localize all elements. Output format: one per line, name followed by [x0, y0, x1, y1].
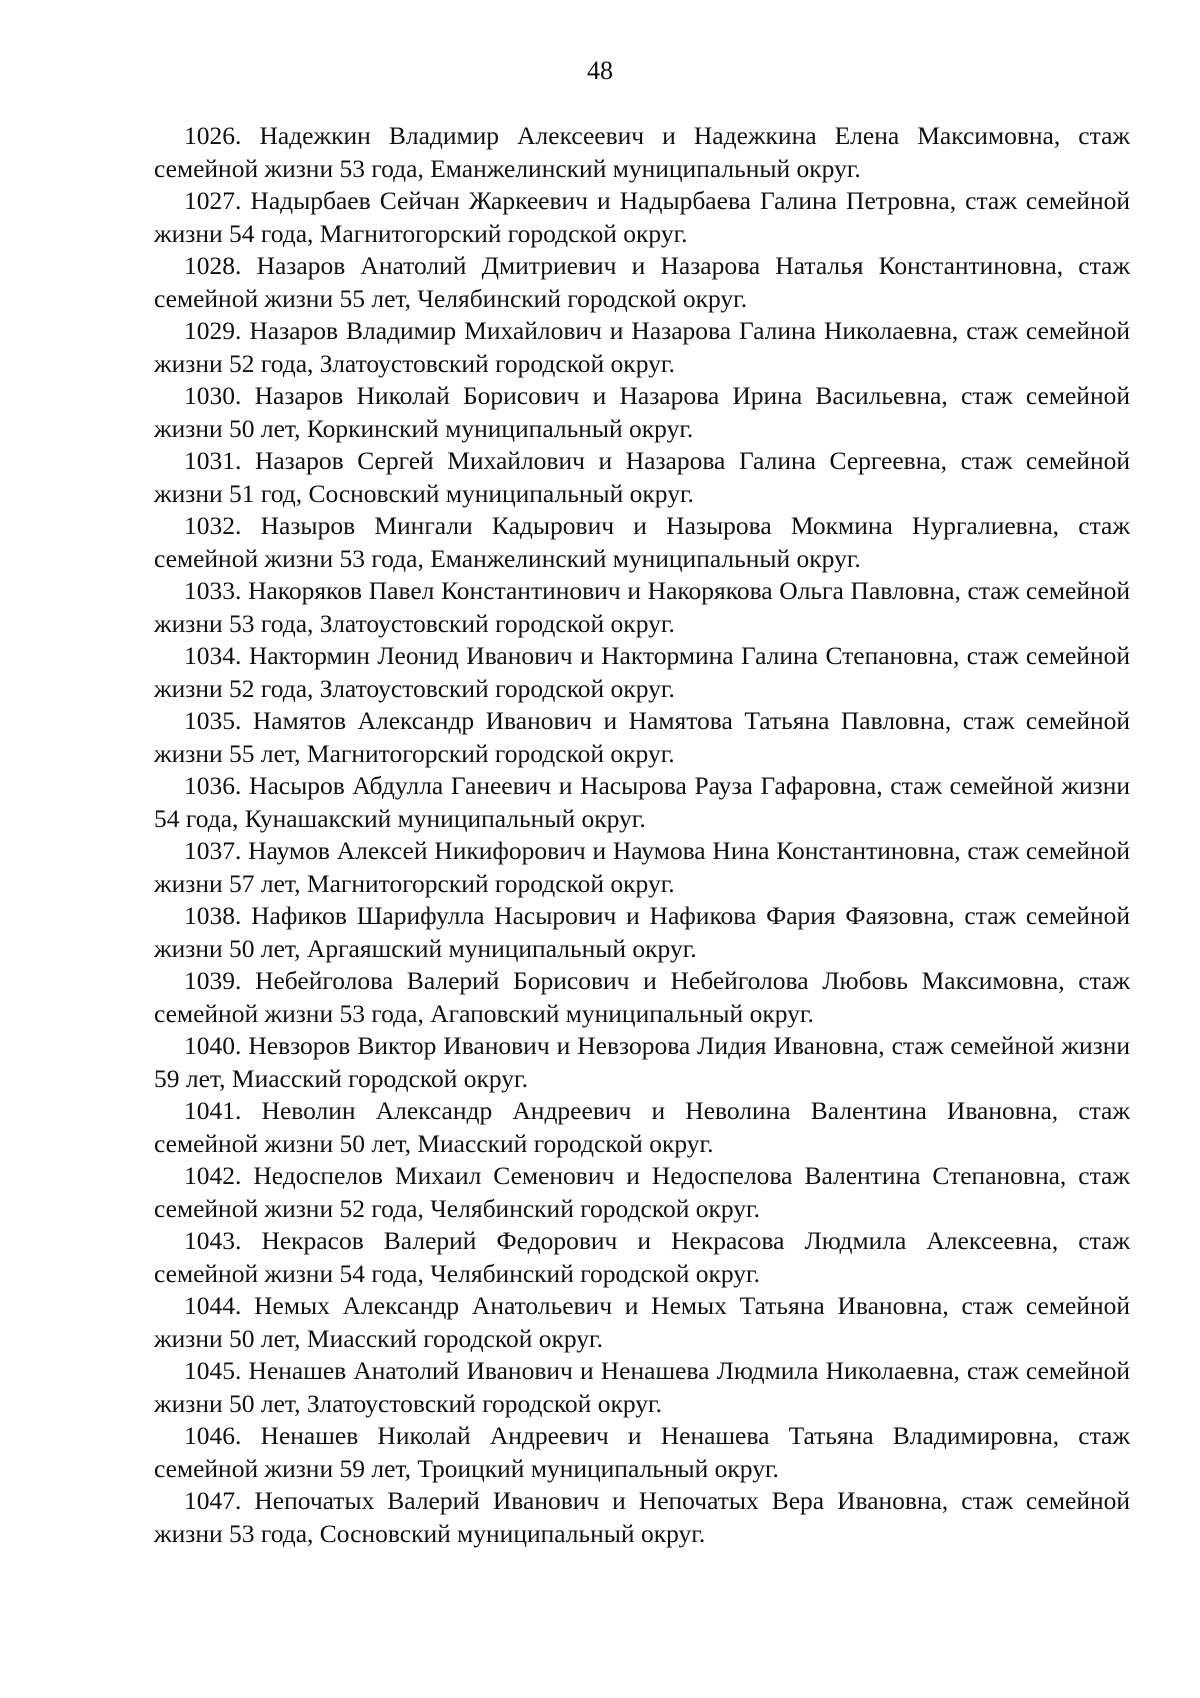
entry-number: 1031. — [184, 446, 242, 475]
entry-number: 1045. — [184, 1356, 242, 1385]
entry-number: 1028. — [184, 251, 242, 280]
entry-text: Назаров Владимир Михайлович и Назарова Галина Николаевна, стаж семейной жизни 52 года, Златоустовский городской округ. — [154, 316, 1130, 378]
list-item — [154, 1485, 1130, 1550]
entry-text: Непочатых Валерий Иванович и Непочатых Вера Ивановна, стаж семейной жизни 53 года, Сосновский муниципальный округ. — [154, 1486, 1131, 1548]
entry-number: 1047. — [184, 1486, 242, 1515]
entry-text: Надырбаев Сейчан Жаркеевич и Надырбаева Галина Петровна, стаж семейной жизни 54 года, Магнитогорский городской округ. — [154, 186, 1130, 248]
entry-number: 1037. — [184, 836, 242, 865]
entry-text: Накоряков Павел Константинович и Накорякова Ольга Павловна, стаж семейной жизни 53 года, Златоустовский городской округ. — [154, 576, 1131, 638]
list-item — [154, 250, 1130, 315]
list-item — [154, 1095, 1130, 1160]
list-item — [154, 770, 1130, 835]
entry-number: 1035. — [184, 706, 242, 735]
entry-text: Назыров Мингали Кадырович и Назырова Мокмина Нургалиевна, стаж семейной жизни 53 года, Еманжелинский муниципальный округ. — [154, 511, 1130, 573]
entries-list — [154, 120, 1130, 1550]
entry-text: Ненашев Анатолий Иванович и Ненашева Людмила Николаевна, стаж семейной жизни 50 лет, Златоустовский городской округ. — [154, 1356, 1131, 1418]
entry-text: Нафиков Шарифулла Насырович и Нафикова Фария Фаязовна, стаж семейной жизни 50 лет, Аргаяшский муниципальный округ. — [154, 901, 1130, 963]
entry-number: 1041. — [184, 1096, 242, 1125]
entry-number: 1042. — [184, 1161, 242, 1190]
list-item — [154, 380, 1130, 445]
entry-number: 1038. — [184, 901, 242, 930]
entry-number: 1027. — [184, 186, 242, 215]
list-item — [154, 705, 1130, 770]
entry-text: Намятов Александр Иванович и Намятова Татьяна Павловна, стаж семейной жизни 55 лет, Магнитогорский городской округ. — [154, 706, 1131, 768]
entry-text: Назаров Николай Борисович и Назарова Ирина Васильевна, стаж семейной жизни 50 лет, Коркинский муниципальный округ. — [154, 381, 1130, 443]
entry-number: 1032. — [184, 511, 242, 540]
list-item — [154, 1290, 1130, 1355]
entry-text: Ненашев Николай Андреевич и Ненашева Татьяна Владимировна, стаж семейной жизни 59 лет, Троицкий муниципальный округ. — [154, 1421, 1130, 1483]
list-item — [154, 835, 1130, 900]
list-item — [154, 575, 1130, 640]
entry-text: Назаров Сергей Михайлович и Назарова Галина Сергеевна, стаж семейной жизни 51 год, Сосновский муниципальный округ. — [154, 446, 1130, 508]
list-item — [154, 120, 1130, 185]
entry-number: 1034. — [184, 641, 242, 670]
entry-number: 1029. — [184, 316, 242, 345]
entry-text: Недоспелов Михаил Семенович и Недоспелова Валентина Степановна, стаж семейной жизни 52 года, Челябинский городской округ. — [154, 1161, 1130, 1223]
entry-number: 1046. — [184, 1421, 242, 1450]
list-item — [154, 1160, 1130, 1225]
entry-text: Назаров Анатолий Дмитриевич и Назарова Наталья Константиновна, стаж семейной жизни 55 лет, Челябинский городской округ. — [154, 251, 1130, 313]
list-item — [154, 640, 1130, 705]
entry-text: Невзоров Виктор Иванович и Невзорова Лидия Ивановна, стаж семейной жизни 59 лет, Миасский городской округ. — [154, 1031, 1131, 1093]
page-number: 48 — [587, 56, 613, 85]
entry-number: 1040. — [184, 1031, 242, 1060]
list-item — [154, 965, 1130, 1030]
list-item — [154, 1420, 1130, 1485]
entry-text: Наумов Алексей Никифорович и Наумова Нина Константиновна, стаж семейной жизни 57 лет, Магнитогорский городской округ. — [154, 836, 1130, 898]
list-item — [154, 1225, 1130, 1290]
list-item — [154, 445, 1130, 510]
entry-text: Небейголова Валерий Борисович и Небейголова Любовь Максимовна, стаж семейной жизни 53 года, Агаповский муниципальный округ. — [154, 966, 1130, 1028]
entry-number: 1026. — [184, 121, 242, 150]
entry-text: Надежкин Владимир Алексеевич и Надежкина Елена Максимовна, стаж семейной жизни 53 года, Еманжелинский муниципальный округ. — [154, 121, 1130, 183]
entry-number: 1043. — [184, 1226, 242, 1255]
list-item — [154, 1030, 1130, 1095]
entry-number: 1039. — [184, 966, 242, 995]
entry-text: Немых Александр Анатольевич и Немых Татьяна Ивановна, стаж семейной жизни 50 лет, Миасский городской округ. — [154, 1291, 1131, 1353]
entry-number: 1033. — [184, 576, 242, 605]
entry-text: Некрасов Валерий Федорович и Некрасова Людмила Алексеевна, стаж семейной жизни 54 года, Челябинский городской округ. — [154, 1226, 1130, 1288]
entry-number: 1036. — [184, 771, 242, 800]
list-item — [154, 1355, 1130, 1420]
entry-text: Нактормин Леонид Иванович и Нактормина Галина Степановна, стаж семейной жизни 52 года, Златоустовский городской округ. — [154, 641, 1131, 703]
entry-number: 1030. — [184, 381, 242, 410]
list-item — [154, 185, 1130, 250]
entry-text: Неволин Александр Андреевич и Неволина Валентина Ивановна, стаж семейной жизни 50 лет, Миасский городской округ. — [154, 1096, 1130, 1158]
list-item — [154, 315, 1130, 380]
entry-number: 1044. — [184, 1291, 242, 1320]
list-item — [154, 900, 1130, 965]
list-item — [154, 510, 1130, 575]
entry-text: Насыров Абдулла Ганеевич и Насырова Рауза Гафаровна, стаж семейной жизни 54 года, Кунашакский муниципальный округ. — [154, 771, 1130, 833]
